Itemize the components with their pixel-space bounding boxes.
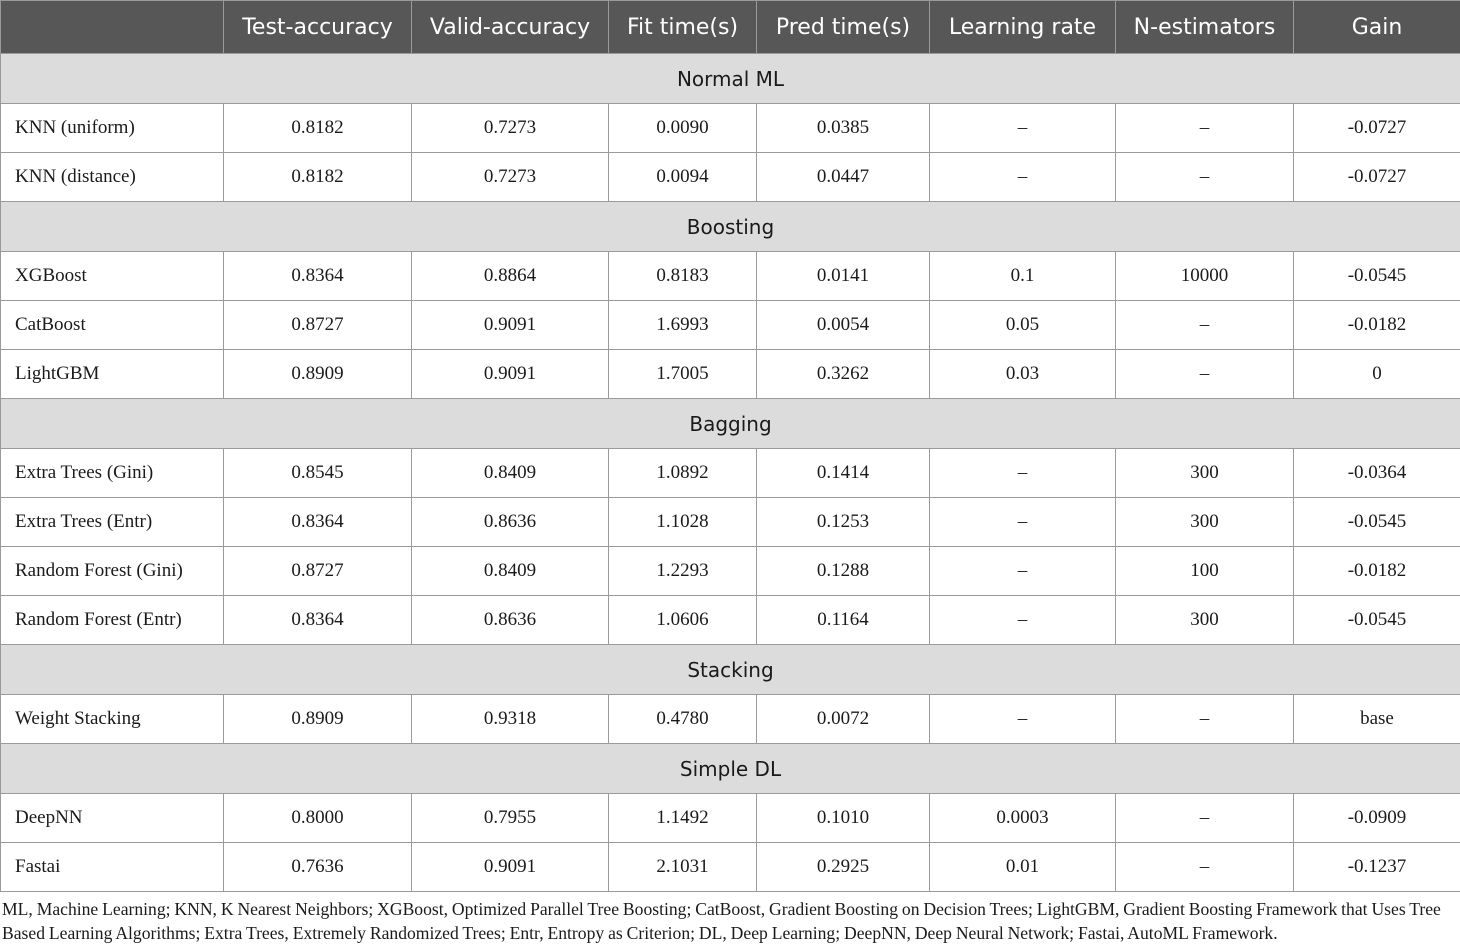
value-cell: 1.6993 — [609, 301, 757, 350]
model-name-cell: KNN (distance) — [1, 153, 224, 202]
value-cell: -0.0545 — [1294, 252, 1460, 301]
group-row — [1, 202, 1460, 252]
table-row — [1, 153, 1460, 202]
value-cell: 0.7273 — [412, 153, 609, 202]
value-cell: – — [930, 498, 1116, 547]
value-cell: -0.0545 — [1294, 498, 1460, 547]
value-cell: – — [930, 104, 1116, 153]
value-cell: 1.2293 — [609, 547, 757, 596]
value-cell: 1.7005 — [609, 350, 757, 399]
model-name-cell: Extra Trees (Gini) — [1, 449, 224, 498]
value-cell: 0.8364 — [224, 498, 412, 547]
header-cell-fit-time: Fit time(s) — [609, 1, 757, 54]
value-cell: 0.7636 — [224, 843, 412, 892]
value-cell: 0.03 — [930, 350, 1116, 399]
value-cell: 0.9091 — [412, 843, 609, 892]
value-cell: 0.0003 — [930, 794, 1116, 843]
table-header — [1, 1, 1460, 54]
value-cell: – — [930, 596, 1116, 645]
table-row — [1, 596, 1460, 645]
value-cell: -0.0182 — [1294, 301, 1460, 350]
group-title: Simple DL — [1, 744, 1460, 794]
value-cell: -0.1237 — [1294, 843, 1460, 892]
value-cell: 0.0090 — [609, 104, 757, 153]
value-cell: 0.1253 — [757, 498, 930, 547]
value-cell: 0.1010 — [757, 794, 930, 843]
value-cell: 1.0606 — [609, 596, 757, 645]
table-row — [1, 104, 1460, 153]
group-row — [1, 399, 1460, 449]
group-row — [1, 645, 1460, 695]
value-cell: base — [1294, 695, 1460, 744]
value-cell: -0.0909 — [1294, 794, 1460, 843]
value-cell: 300 — [1116, 498, 1294, 547]
value-cell: 0.0094 — [609, 153, 757, 202]
table-row — [1, 252, 1460, 301]
value-cell: 0 — [1294, 350, 1460, 399]
value-cell: – — [930, 153, 1116, 202]
value-cell: 0.0385 — [757, 104, 930, 153]
value-cell: – — [1116, 843, 1294, 892]
table-row — [1, 843, 1460, 892]
model-name-cell: KNN (uniform) — [1, 104, 224, 153]
value-cell: 0.8727 — [224, 301, 412, 350]
header-cell-n-estimators: N-estimators — [1116, 1, 1294, 54]
value-cell: 0.8183 — [609, 252, 757, 301]
table-row — [1, 695, 1460, 744]
table-footnote: ML, Machine Learning; KNN, K Nearest Neighbors; XGBoost, Optimized Parallel Tree Boosting; CatBoost, Gradient Boosting on Decision Trees; LightGBM, Gradient Boosting Framework that Uses Tree Based Learning Algorithms; Extra Trees, Extremely Randomized Trees; Entr, Entropy as Criterion; DL, Deep Learning; DeepNN, Deep Neural Network; Fastai, AutoML Framework. — [2, 899, 1441, 943]
value-cell: 0.8182 — [224, 104, 412, 153]
value-cell: 0.1 — [930, 252, 1116, 301]
value-cell: 1.1028 — [609, 498, 757, 547]
value-cell: 0.2925 — [757, 843, 930, 892]
value-cell: 0.8409 — [412, 547, 609, 596]
value-cell: 300 — [1116, 596, 1294, 645]
value-cell: – — [930, 695, 1116, 744]
value-cell: 0.4780 — [609, 695, 757, 744]
value-cell: 0.9318 — [412, 695, 609, 744]
value-cell: 2.1031 — [609, 843, 757, 892]
header-cell-model — [1, 1, 224, 54]
value-cell: 0.8909 — [224, 695, 412, 744]
value-cell: -0.0545 — [1294, 596, 1460, 645]
header-row — [1, 1, 1460, 54]
model-name-cell: XGBoost — [1, 252, 224, 301]
model-name-cell: CatBoost — [1, 301, 224, 350]
model-name-cell: Weight Stacking — [1, 695, 224, 744]
value-cell: 0.0054 — [757, 301, 930, 350]
value-cell: – — [1116, 301, 1294, 350]
value-cell: 1.1492 — [609, 794, 757, 843]
table-row — [1, 547, 1460, 596]
model-name-cell: Random Forest (Gini) — [1, 547, 224, 596]
value-cell: 0.0072 — [757, 695, 930, 744]
group-row — [1, 744, 1460, 794]
value-cell: 0.8636 — [412, 498, 609, 547]
value-cell: 100 — [1116, 547, 1294, 596]
group-title: Boosting — [1, 202, 1460, 252]
table-row — [1, 350, 1460, 399]
model-name-cell: Fastai — [1, 843, 224, 892]
header-cell-pred-time: Pred time(s) — [757, 1, 930, 54]
group-title: Bagging — [1, 399, 1460, 449]
value-cell: 1.0892 — [609, 449, 757, 498]
value-cell: 0.7273 — [412, 104, 609, 153]
value-cell: 0.9091 — [412, 301, 609, 350]
group-title: Normal ML — [1, 54, 1460, 104]
value-cell: 0.0141 — [757, 252, 930, 301]
value-cell: 0.8409 — [412, 449, 609, 498]
value-cell: 0.1414 — [757, 449, 930, 498]
value-cell: – — [1116, 350, 1294, 399]
value-cell: 0.8364 — [224, 252, 412, 301]
group-row — [1, 54, 1460, 104]
value-cell: – — [1116, 153, 1294, 202]
header-cell-valid-accuracy: Valid-accuracy — [412, 1, 609, 54]
value-cell: 0.1288 — [757, 547, 930, 596]
value-cell: 0.8636 — [412, 596, 609, 645]
table-row — [1, 449, 1460, 498]
header-cell-gain: Gain — [1294, 1, 1460, 54]
value-cell: – — [1116, 695, 1294, 744]
value-cell: 0.01 — [930, 843, 1116, 892]
table-row — [1, 498, 1460, 547]
model-name-cell: Extra Trees (Entr) — [1, 498, 224, 547]
value-cell: 0.3262 — [757, 350, 930, 399]
value-cell: – — [930, 547, 1116, 596]
value-cell: 10000 — [1116, 252, 1294, 301]
value-cell: 0.05 — [930, 301, 1116, 350]
value-cell: – — [930, 449, 1116, 498]
value-cell: -0.0364 — [1294, 449, 1460, 498]
table-row — [1, 794, 1460, 843]
value-cell: 0.8545 — [224, 449, 412, 498]
model-name-cell: Random Forest (Entr) — [1, 596, 224, 645]
value-cell: – — [1116, 104, 1294, 153]
group-title: Stacking — [1, 645, 1460, 695]
value-cell: -0.0182 — [1294, 547, 1460, 596]
value-cell: 0.8000 — [224, 794, 412, 843]
value-cell: 0.8727 — [224, 547, 412, 596]
value-cell: -0.0727 — [1294, 104, 1460, 153]
value-cell: – — [1116, 794, 1294, 843]
value-cell: 0.0447 — [757, 153, 930, 202]
value-cell: 0.8364 — [224, 596, 412, 645]
value-cell: 0.8182 — [224, 153, 412, 202]
model-name-cell: LightGBM — [1, 350, 224, 399]
model-name-cell: DeepNN — [1, 794, 224, 843]
header-cell-test-accuracy: Test-accuracy — [224, 1, 412, 54]
value-cell: 0.8909 — [224, 350, 412, 399]
value-cell: 0.8864 — [412, 252, 609, 301]
table-body — [1, 54, 1460, 892]
value-cell: 0.9091 — [412, 350, 609, 399]
value-cell: 0.1164 — [757, 596, 930, 645]
header-cell-learning-rate: Learning rate — [930, 1, 1116, 54]
value-cell: 300 — [1116, 449, 1294, 498]
value-cell: -0.0727 — [1294, 153, 1460, 202]
value-cell: 0.7955 — [412, 794, 609, 843]
table-row — [1, 301, 1460, 350]
